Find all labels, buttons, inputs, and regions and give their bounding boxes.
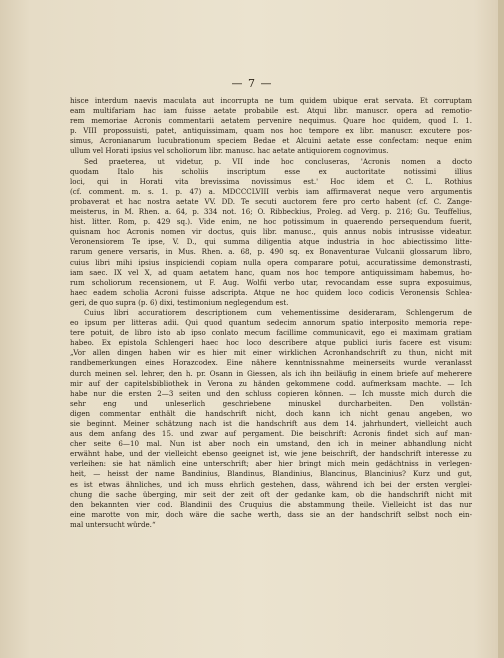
text-line: heit, — heisst der name Bandinius, Blandinus, Blandinius, Blancinus, Blancinius? Kurz und gut,	[70, 469, 472, 479]
text-line: randbemerkungen eines Horazcodex. Eine nähere kenntnissnahme meinerseits wurde veranlasst	[70, 358, 472, 368]
text-line: Cuius libri accuratiorem descriptionem cum vehementissime desideraram, Schlengerum de	[84, 307, 472, 317]
text-line: digen commentar enthält die handschrift nicht, doch kann ich nicht genau angeben, wo	[70, 408, 472, 418]
text-line: „Vor allen dingen haben wir es hier mit einer wirklichen Acronhandschrift zu thun, nicht mit	[70, 348, 472, 358]
text-line: cuius libri mihi ipsius inspiciendi copiam nulla opera comparare potui, accuratissime demonstrasti,	[70, 257, 472, 267]
text-line: probaverat et hac nostra aetate VV. DD. Te secuti auctorem fere pro certo habent (cf. C. Zange-	[70, 196, 472, 206]
text-line: verleihen: sie hat nämlich eine unterschrift; aber hier bringt mich mein gedächtniss in verlegen-	[70, 459, 472, 469]
text-line: habeo. Ex epistola Schlengeri haec hoc loco describere atque publici iuris facere est visum:	[70, 338, 472, 348]
text-line: eine marotte von mir, doch wäre die sache werth, dass sie an der handschrift selbst noch ein-	[70, 509, 472, 519]
page-number: — 7 —	[231, 77, 273, 90]
text-line: sie beginnt. Meiner schätzung nach ist die handschrift aus dem 14. jahrhundert, vielleicht auch	[70, 419, 472, 428]
text-line: eo ipsum per litteras adii. Qui quod quantum sedecim annorum spatio interposito memoria repe-	[70, 318, 472, 328]
text-line: p. VIII propossuisti, patet, antiquissimam, quam nos hoc tempore ex libr. manuscr. excutere pos-	[70, 126, 472, 136]
text-line: mal untersucht würde.“	[70, 519, 156, 529]
text-line: tere potuit, de libro isto ab ipso conlato mecum facillime communicavit, ego ei maximam gratiam	[70, 328, 472, 338]
text-line: Sed praeterea, ut videtur, p. VII inde hoc concluseras, 'Acronis nomen a docto	[84, 156, 472, 166]
text-line: chung die sache überging, mir seit der zeit oft der gedanke kam, ob die handschrift nicht mit	[70, 489, 472, 499]
text-line: hist. litter. Rom, p. 429 sq.). Vide enim, ne hoc potissimum in quaerendo persequendum fuerit,	[70, 217, 472, 227]
text-line: Veronensiorem Te ipse, V. D., qui summa diligentia atque industria in hoc abiectissimo litte-	[70, 237, 472, 247]
paragraph-3	[70, 308, 472, 530]
text-line: sehr eng und unleserlich geschriebene minuskel durcharbeiten. Den vollstän-	[70, 398, 472, 408]
text-line: hisce interdum naevis maculata aut incorrupta ne tum quidem ubique erat servata. Et corruptam	[70, 96, 472, 105]
text-line: rem memoriae Acronis commentarii aetatem pervenire nequimus. Quare hoc quidem, quod I. 1.	[70, 116, 472, 126]
text-line: meisterus, in M. Rhen. a. 64, p. 334 not. 16; O. Ribbeckius, Proleg. ad Verg. p. 216; Gu. Teuffelius,	[70, 207, 472, 217]
text-line: rum scholiorum recensionem, ut F. Aug. Wolfii verbo utar, revocandam esse supra exposuimus,	[70, 277, 472, 287]
text-line: quodam Italo his scholiis inscriptum esse ex auctoritate notissimi illius	[70, 166, 472, 176]
text-line: simus, Acronianarum lucubrationum speciem Bedae et Alcuini aetate esse confectam: neque enim	[70, 136, 472, 146]
paragraph-1	[70, 96, 472, 157]
text-line: es ist etwas ähnliches, und ich muss ehrlich gestehen, dass, während ich bei der ersten verglei-	[70, 479, 472, 489]
text-line: eam multifariam hac iam fuisse aetate probabile est. Atqui libr. manuscr. opera ad remotio-	[70, 106, 472, 116]
text-line: habe nur die ersten 2—3 seiten und den schluss copieren können. — Ich musste mich durch die	[70, 388, 472, 398]
page-edge	[498, 0, 504, 658]
text-line: iam saec. IX vel X, ad quam aetatem hanc, quam nos hoc tempore antiquissimam habemus, ho-	[70, 267, 472, 277]
paragraph-2	[70, 157, 472, 308]
text-line: (cf. comment. m. s. 1. p. 47) a. MDCCCLVIII verbis iam affirmaverat neque vero argumentis	[70, 186, 472, 196]
text-line: ullum vel Horati ipsius vel scholiorum libr. manusc. hac aetate antiquiorem cognovimus.	[70, 146, 389, 156]
text-line: durch meinen sel. lehrer, den h. pr. Osann in Giessen, als ich ihn beiläufig in einem briefe auf meherere	[70, 368, 472, 378]
text-line: rarum genere versaris, in Mus. Rhen. a. 68, p. 490 sq. ex Bonaventurae Vulcanii glossarum libro,	[70, 247, 472, 257]
text-line: erwähnt habe, und der vielleicht ebenso geeignet ist, wie jene beischrift, der handschrift interesse zu	[70, 449, 472, 459]
text-line: quisnam hoc Acronis nomen vir doctus, quis libr. manusc., quis annus nobis intrusisse videatur.	[70, 227, 472, 237]
text-line: haec eadem scholia Acroni fuisse adscripta. Atque ne hoc quidem loco codicis Veronensis Schlea-	[70, 287, 472, 297]
text-line: aus dem anfang des 15. und zwar auf pergament. Die beischrift: Acronis findet sich auf man-	[70, 429, 472, 439]
text-line: den bekannten vier cod. Blandinii des Cruquius die abstammung theile. Vielleicht ist das nur	[70, 499, 472, 509]
text-line: mir auf der capitelsbibliothek in Verona zu händen gekommene codd. aufmerksam machte. — Ich	[70, 378, 472, 388]
text-line: loci, qui in Horati vita brevissima novissimus est.' Hoc idem et C. L. Rothius	[70, 176, 472, 186]
text-line: geri, de quo supra (p. 6) dixi, testimonium neglegendum est.	[70, 297, 289, 307]
text-line: cher seite 6—10 mal. Nun ist aber noch ein umstand, den ich in meiner abhandlung nicht	[70, 439, 472, 449]
body-text	[70, 96, 472, 530]
